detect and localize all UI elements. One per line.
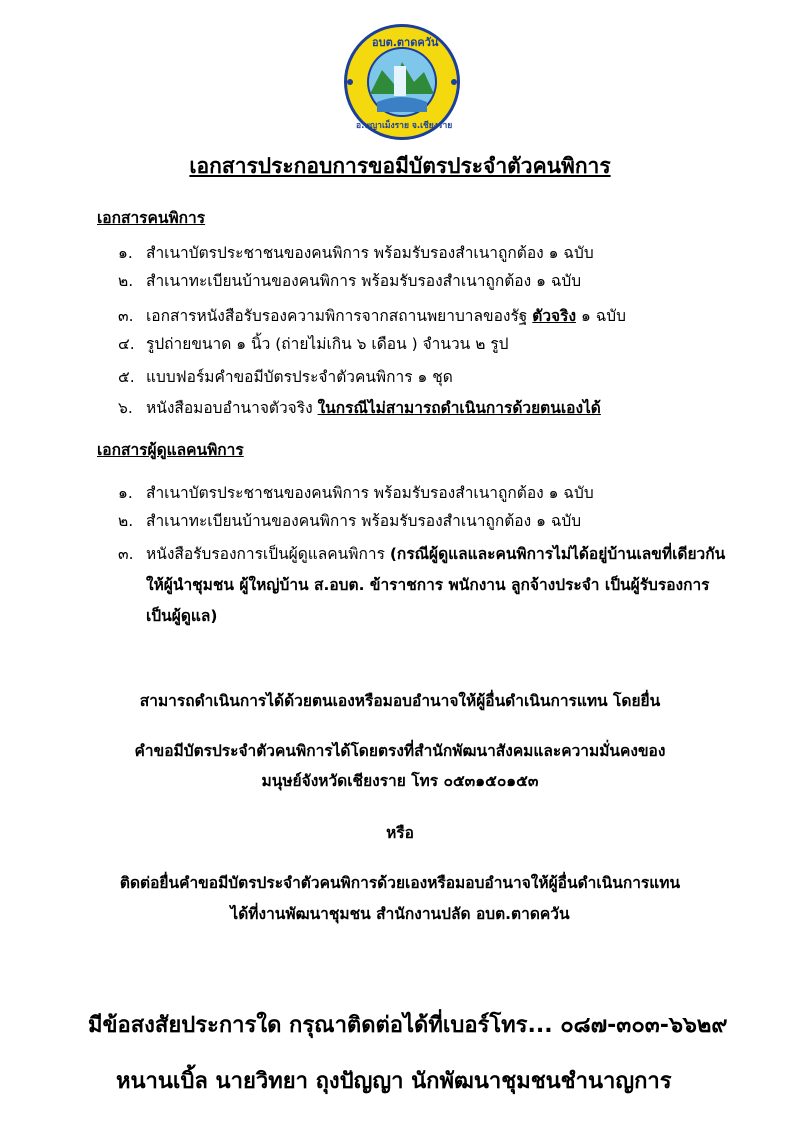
item-number: ๕. xyxy=(118,368,135,386)
item-text: แบบฟอร์มคำขอมีบัตรประจำตัวคนพิการ ๑ ชุด xyxy=(146,368,453,386)
item-number: ๒. xyxy=(118,272,134,290)
item-text: รูปถ่ายขนาด ๑ นิ้ว (ถ่ายไม่เกิน ๖ เดือน ) จำนวน ๒ รูป xyxy=(146,335,509,353)
list-item xyxy=(118,268,581,293)
list-item xyxy=(118,364,453,389)
list-item xyxy=(118,303,626,328)
item-number: ๑. xyxy=(118,244,133,262)
notice-line-2: คำขอมีบัตรประจำตัวคนพิการได้โดยตรงที่สำนักพัฒนาสังคมและความมั่นคงของ xyxy=(134,742,666,760)
item-number: ๖. xyxy=(118,399,133,417)
item-note-line1: (กรณีผู้ดูแลและคนพิการไม่ได้อยู่บ้านเลขที่เดียวกัน xyxy=(389,545,726,563)
item-note-line2: ให้ผู้นำชุมชน ผู้ใหญ่บ้าน ส.อบต. ข้าราชการ พนักงาน ลูกจ้างประจำ เป็นผู้รับรองการ xyxy=(146,576,710,594)
item-tail: ๑ ฉบับ xyxy=(576,307,626,325)
document-title: เอกสารประกอบการขอมีบัตรประจำตัวคนพิการ xyxy=(189,154,611,178)
contact-person-line: หนานเบิ้ล นายวิทยา ถุงปัญญา นักพัฒนาชุมชนชำนาญการ xyxy=(116,1069,672,1094)
list-item xyxy=(118,331,509,356)
item-emphasis: ตัวจริง xyxy=(532,307,577,325)
section-heading-caregiver: เอกสารผู้ดูแลคนพิการ xyxy=(97,441,244,459)
notice-line-4: ติดต่อยื่นคำขอมีบัตรประจำตัวคนพิการด้วยเองหรือมอบอำนาจให้ผู้อื่นดำเนินการแทน xyxy=(119,874,681,892)
section-heading-disabled-person: เอกสารคนพิการ xyxy=(97,209,206,227)
item-text: สำเนาบัตรประชาชนของคนพิการ พร้อมรับรองสำเนาถูกต้อง ๑ ฉบับ xyxy=(146,484,594,502)
notice-line-3: มนุษย์จังหวัดเชียงราย โทร ๐๕๓๑๕๐๑๕๓ xyxy=(261,772,539,790)
notice-or: หรือ xyxy=(386,824,414,842)
list-item xyxy=(118,508,581,533)
item-text: หนังสือมอบอำนาจตัวจริง xyxy=(146,399,313,417)
item-number: ๓. xyxy=(118,307,134,325)
item-number: ๓. xyxy=(118,545,134,563)
item-text: สำเนาทะเบียนบ้านของคนพิการ พร้อมรับรองสำเนาถูกต้อง ๑ ฉบับ xyxy=(146,272,582,290)
list-item xyxy=(118,541,725,566)
notice-line-1: สามารถดำเนินการได้ด้วยตนเองหรือมอบอำนาจให้ผู้อื่นดำเนินการแทน โดยยื่น xyxy=(139,692,661,710)
item-text: เอกสารหนังสือรับรองความพิการจากสถานพยาบาลของรัฐ xyxy=(146,307,528,325)
item-number: ๒. xyxy=(118,512,134,530)
item-number: ๔. xyxy=(118,335,135,353)
contact-phone-line: มีข้อสงสัยประการใด กรุณาติดต่อได้ที่เบอร์โทร... ๐๘๗-๓๐๓-๖๖๒๙ xyxy=(88,1013,728,1038)
item-text: สำเนาทะเบียนบ้านของคนพิการ พร้อมรับรองสำเนาถูกต้อง ๑ ฉบับ xyxy=(146,512,582,530)
list-item xyxy=(118,395,601,420)
logo-bottom-text: อ.พญาเม็งราย จ.เชียงราย xyxy=(356,121,453,131)
item-text: หนังสือรับรองการเป็นผู้ดูแลคนพิการ xyxy=(146,545,385,563)
item-number: ๑. xyxy=(118,484,133,502)
notice-line-5: ได้ที่งานพัฒนาชุมชน สำนักงานปลัด อบต.ตาดควัน xyxy=(230,905,570,923)
item-emphasis: ในกรณีไม่สามารถดำเนินการด้วยตนเองได้ xyxy=(317,399,601,417)
list-item xyxy=(118,240,594,265)
list-item xyxy=(118,480,594,505)
logo-top-text: อบต.ตาดควัน xyxy=(372,36,439,49)
item-note-line3: เป็นผู้ดูแล) xyxy=(146,607,218,625)
item-text: สำเนาบัตรประชาชนของคนพิการ พร้อมรับรองสำเนาถูกต้อง ๑ ฉบับ xyxy=(146,244,594,262)
